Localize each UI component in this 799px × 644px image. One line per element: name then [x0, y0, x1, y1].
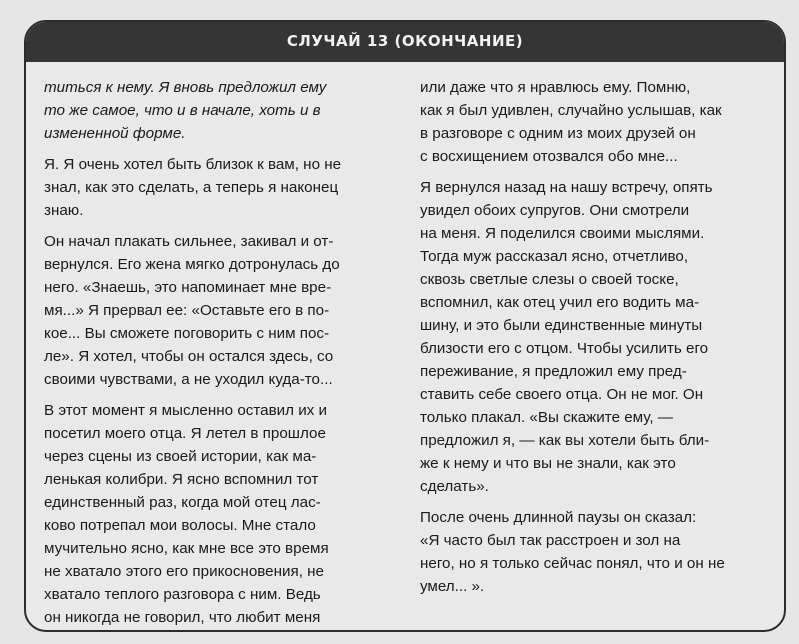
case-header	[24, 20, 786, 62]
left-column	[44, 76, 394, 632]
text-line: После очень длинной паузы он сказал:	[420, 509, 697, 526]
text-line: шину, и это были единственные минуты	[420, 317, 703, 334]
text-line: ле». Я хотел, чтобы он остался здесь, со	[44, 348, 334, 365]
text-line: он никогда не говорил, что любит меня	[44, 609, 321, 626]
paragraph	[44, 399, 394, 629]
case-title: СЛУЧАЙ 13 (ОКОНЧАНИЕ)	[286, 32, 524, 50]
text-line: В этот момент я мысленно оставил их и	[44, 402, 328, 419]
paragraph	[44, 76, 394, 145]
text-line: переживание, я предложил ему пред-	[420, 363, 687, 380]
text-line: Тогда муж рассказал ясно, отчетливо,	[420, 248, 689, 265]
paragraph	[420, 506, 763, 598]
text-line: знаю.	[44, 202, 84, 219]
text-line: «Я часто был так расстроен и зол на	[420, 532, 681, 549]
text-line: увидел обоих супругов. Они смотрели	[420, 202, 690, 219]
text-line: кое... Вы сможете поговорить с ним пос-	[44, 325, 330, 342]
text-line: через сцены из своей истории, как ма-	[44, 448, 317, 465]
text-line: мя...» Я прервал ее: «Оставьте его в по-	[44, 302, 330, 319]
paragraph	[420, 176, 763, 498]
text-line: с восхищением отозвался обо мне...	[420, 148, 678, 165]
text-line: как я был удивлен, случайно услышав, как	[420, 102, 722, 119]
text-line: ставить себе своего отца. Он не мог. Он	[420, 386, 704, 403]
text-line: хватало теплого разговора с ним. Ведь	[44, 586, 321, 603]
text-line: только плакал. «Вы скажите ему, —	[420, 409, 673, 426]
text-line: или даже что я нравлюсь ему. Помню,	[420, 79, 691, 96]
text-line: вспомнил, как отец учил его водить ма-	[420, 294, 700, 311]
paragraph	[420, 76, 763, 168]
text-line: не хватало этого его прикосновения, не	[44, 563, 324, 580]
text-line: же к нему и что вы не знали, как это	[420, 455, 676, 472]
text-line: вернулся. Его жена мягко дотронулась до	[44, 256, 340, 273]
text-line: него. «Знаешь, это напоминает мне вре-	[44, 279, 332, 296]
right-column	[420, 76, 763, 606]
text-line: то же самое, что и в начале, хоть и в	[44, 102, 321, 119]
text-line: ленькая колибри. Я ясно вспомнил тот	[44, 471, 319, 488]
text-line: на меня. Я поделился своими мыслями.	[420, 225, 705, 242]
text-line: предложил я, — как вы хотели быть бли-	[420, 432, 710, 449]
text-line: своими чувствами, а не уходил куда-то...	[44, 371, 333, 388]
text-line: измененной форме.	[44, 125, 186, 142]
text-line: сделать».	[420, 478, 489, 495]
text-line: него, но я только сейчас понял, что и он не	[420, 555, 725, 572]
text-line: в разговоре с одним из моих друзей он	[420, 125, 696, 142]
text-line: Я. Я очень хотел быть близок к вам, но не	[44, 156, 342, 173]
paragraph	[44, 230, 394, 391]
text-line: мучительно ясно, как мне все это время	[44, 540, 329, 557]
text-line: сквозь светлые слезы о своей тоске,	[420, 271, 679, 288]
text-line: титься к нему. Я вновь предложил ему	[44, 79, 327, 96]
text-line: Я вернулся назад на нашу встречу, опять	[420, 179, 713, 196]
paragraph	[44, 153, 394, 222]
case-box	[24, 20, 786, 632]
text-line: Он начал плакать сильнее, закивал и от-	[44, 233, 334, 250]
text-line: единственный раз, когда мой отец лас-	[44, 494, 321, 511]
text-line: знал, как это сделать, а теперь я наконец	[44, 179, 339, 196]
text-line: близости его с отцом. Чтобы усилить его	[420, 340, 709, 357]
text-line: умел... ».	[420, 578, 485, 595]
text-line: ково потрепал мои волосы. Мне стало	[44, 517, 316, 534]
text-line: посетил моего отца. Я летел в прошлое	[44, 425, 326, 442]
